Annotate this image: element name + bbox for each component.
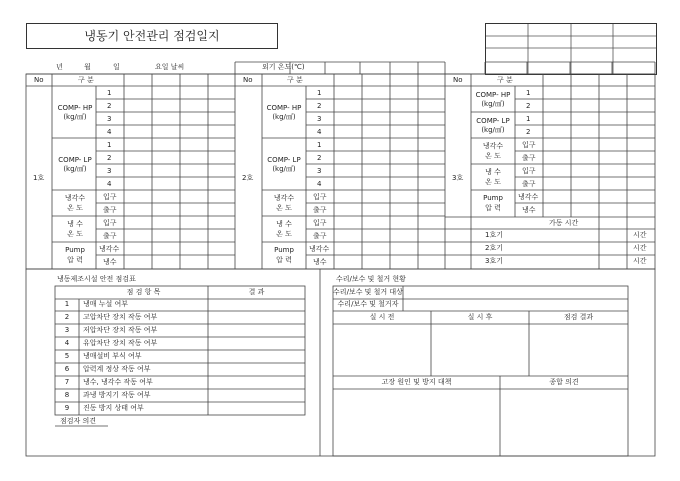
unit1-lp-3: 3 bbox=[107, 167, 112, 175]
unit2-lp-1: 1 bbox=[317, 141, 322, 149]
unit2-hp-4: 4 bbox=[317, 128, 322, 136]
unit1-lp-2: 2 bbox=[107, 154, 112, 162]
inspection-item-no: 8 bbox=[64, 391, 70, 399]
inspection-item-no: 2 bbox=[64, 313, 70, 321]
inspection-col-result: 결 과 bbox=[248, 288, 265, 296]
inspection-item-no: 3 bbox=[64, 326, 70, 334]
repair-before-label: 실 시 전 bbox=[369, 313, 395, 321]
inspection-item-text: 고압차단 장치 작동 여부 bbox=[83, 313, 158, 321]
unit3-pump-cool: 냉각수 bbox=[518, 193, 539, 201]
unit2-col-no: No bbox=[243, 76, 253, 84]
unit2-comp-lp-label: COMP- LP bbox=[267, 156, 301, 164]
unit3-pump-chill: 냉수 bbox=[522, 206, 536, 214]
unit2-lp-2: 2 bbox=[317, 154, 322, 162]
unit3-comp-hp-label: COMP- HP bbox=[475, 91, 511, 99]
weekday-weather-label: 요일 날씨 bbox=[155, 63, 185, 71]
unit1-pump-cool: 냉각수 bbox=[99, 245, 120, 253]
unit1-lp-1: 1 bbox=[107, 141, 112, 149]
inspection-item-text: 진동 방지 상태 여부 bbox=[83, 404, 144, 412]
inspection-item-text: 냉수, 냉각수 작동 여부 bbox=[83, 378, 153, 386]
unit3-col-gubun: 구 분 bbox=[497, 76, 513, 84]
unit1-hp-2: 2 bbox=[107, 102, 112, 110]
unit3-cool-inlet: 입구 bbox=[522, 141, 536, 149]
unit2-cooling-water-label: 냉각수 bbox=[273, 194, 295, 202]
unit1-cooling-water-label: 냉각수 bbox=[64, 194, 86, 202]
unit1-chilled-water-label: 냉 수 bbox=[67, 220, 83, 228]
repair-cause-label: 고장 원인 및 방지 대책 bbox=[381, 378, 452, 386]
unit2-pump-cool: 냉각수 bbox=[309, 245, 330, 253]
repair-person-label: 수리/보수 및 철거자 bbox=[337, 300, 399, 308]
unit3-chilled-water-temp: 온 도 bbox=[485, 178, 501, 186]
inspector-opinion-label: 점검자 의견 bbox=[60, 417, 97, 425]
inspection-title: 냉동제조시설 안전 점검표 bbox=[57, 275, 136, 283]
unit1-cool-inlet: 입구 bbox=[103, 193, 117, 201]
run-time-unit-3: 시간 bbox=[633, 257, 647, 265]
unit2-label: 2호 bbox=[242, 174, 254, 182]
unit3-cooling-water-label: 냉각수 bbox=[482, 142, 504, 150]
unit2-cooling-water-temp: 온 도 bbox=[276, 204, 292, 212]
unit3-cooling-water-temp: 온 도 bbox=[485, 152, 501, 160]
unit2-chilled-water-temp: 온 도 bbox=[276, 230, 292, 238]
unit1-hp-3: 3 bbox=[107, 115, 112, 123]
inspection-col-item: 점 검 항 목 bbox=[126, 288, 161, 296]
inspection-item-text: 냉매 누설 여부 bbox=[83, 300, 129, 308]
unit1-label: 1호 bbox=[33, 174, 45, 182]
unit2-hp-3: 3 bbox=[317, 115, 322, 123]
year-label: 년 bbox=[56, 63, 63, 71]
unit3-hp-1: 1 bbox=[526, 89, 531, 97]
unit2-hp-1: 1 bbox=[317, 89, 322, 97]
page-title: 냉동기 안전관리 점검일지 bbox=[26, 23, 278, 49]
repair-target-label: 수리/보수 및 철거 대상 bbox=[333, 288, 403, 296]
unit3-pump-pressure: 압 력 bbox=[485, 204, 501, 212]
unit2-pump-pressure: 압 력 bbox=[276, 256, 292, 264]
unit1-col-gubun: 구 분 bbox=[78, 76, 94, 84]
unit2-hp-2: 2 bbox=[317, 102, 322, 110]
unit2-pump-chill: 냉수 bbox=[313, 258, 327, 266]
unit3-label: 3호 bbox=[452, 174, 464, 182]
repair-overall-label: 종합 의견 bbox=[549, 378, 579, 386]
unit1-comp-hp-unit: (kg/㎠) bbox=[63, 113, 87, 121]
run-time-title: 가동 시간 bbox=[549, 219, 579, 227]
unit1-pump-pressure: 압 력 bbox=[67, 256, 83, 264]
unit1-comp-lp-label: COMP- LP bbox=[58, 156, 92, 164]
unit1-comp-hp-label: COMP- HP bbox=[57, 104, 93, 112]
outside-temp-label: 외기 온도(℃) bbox=[262, 63, 305, 71]
inspection-item-text: 저압차단 장치 작동 여부 bbox=[83, 326, 158, 334]
inspection-item-no: 1 bbox=[64, 300, 70, 308]
unit1-pump-label: Pump bbox=[65, 246, 85, 254]
inspection-item-no: 4 bbox=[64, 339, 70, 347]
unit3-comp-hp-unit: (kg/㎠) bbox=[481, 100, 505, 108]
inspection-item-no: 6 bbox=[64, 365, 70, 373]
run-time-row-3: 3호기 bbox=[485, 257, 503, 265]
unit1-chill-outlet: 출구 bbox=[103, 232, 117, 240]
unit2-col-gubun: 구 분 bbox=[287, 76, 303, 84]
unit1-chilled-water-temp: 온 도 bbox=[67, 230, 83, 238]
unit3-chilled-water-label: 냉 수 bbox=[485, 168, 501, 176]
unit1-cooling-water-temp: 온 도 bbox=[67, 204, 83, 212]
unit2-lp-4: 4 bbox=[317, 180, 322, 188]
unit2-pump-label: Pump bbox=[274, 246, 294, 254]
unit1-hp-1: 1 bbox=[107, 89, 112, 97]
run-time-unit-2: 시간 bbox=[633, 244, 647, 252]
unit3-lp-2: 2 bbox=[526, 128, 531, 136]
unit1-lp-4: 4 bbox=[107, 180, 112, 188]
unit3-pump-label: Pump bbox=[483, 194, 503, 202]
unit2-chill-outlet: 출구 bbox=[313, 232, 327, 240]
run-time-unit-1: 시간 bbox=[633, 231, 647, 239]
month-label: 월 bbox=[84, 63, 91, 71]
repair-after-label: 실 시 후 bbox=[467, 313, 493, 321]
unit1-cool-outlet: 출구 bbox=[103, 206, 117, 214]
unit1-col-no: No bbox=[34, 76, 44, 84]
inspection-item-no: 9 bbox=[64, 404, 70, 412]
unit2-cool-inlet: 입구 bbox=[313, 193, 327, 201]
unit3-chill-outlet: 출구 bbox=[522, 180, 536, 188]
day-label: 일 bbox=[113, 63, 120, 71]
inspection-item-text: 유압차단 장치 작동 여부 bbox=[83, 339, 158, 347]
unit3-hp-2: 2 bbox=[526, 102, 531, 110]
unit3-cool-outlet: 출구 bbox=[522, 154, 536, 162]
inspection-item-no: 5 bbox=[64, 352, 70, 360]
unit2-comp-hp-unit: (kg/㎠) bbox=[272, 113, 296, 121]
inspection-item-text: 과냉 방지기 작동 여부 bbox=[83, 391, 151, 399]
unit2-cool-outlet: 출구 bbox=[313, 206, 327, 214]
unit1-hp-4: 4 bbox=[107, 128, 112, 136]
unit3-col-no: No bbox=[453, 76, 463, 84]
unit3-lp-1: 1 bbox=[526, 115, 531, 123]
unit3-chill-inlet: 입구 bbox=[522, 167, 536, 175]
unit1-pump-chill: 냉수 bbox=[103, 258, 117, 266]
inspection-item-text: 냉매설비 부식 여부 bbox=[83, 352, 142, 360]
unit2-comp-hp-label: COMP- HP bbox=[266, 104, 302, 112]
unit3-comp-lp-unit: (kg/㎠) bbox=[481, 126, 505, 134]
unit2-comp-lp-unit: (kg/㎠) bbox=[272, 165, 296, 173]
run-time-row-1: 1호기 bbox=[485, 231, 503, 239]
unit2-chill-inlet: 입구 bbox=[313, 219, 327, 227]
inspection-item-no: 7 bbox=[64, 378, 70, 386]
unit1-comp-lp-unit: (kg/㎠) bbox=[63, 165, 87, 173]
unit2-lp-3: 3 bbox=[317, 167, 322, 175]
run-time-row-2: 2호기 bbox=[485, 244, 503, 252]
repair-result-label: 점검 결과 bbox=[563, 313, 594, 321]
unit3-comp-lp-label: COMP- LP bbox=[476, 117, 510, 125]
unit2-chilled-water-label: 냉 수 bbox=[276, 220, 292, 228]
repair-title: 수리/보수 및 철거 현황 bbox=[336, 275, 406, 283]
unit1-chill-inlet: 입구 bbox=[103, 219, 117, 227]
inspection-item-text: 압력계 정상 작동 여부 bbox=[83, 365, 151, 373]
